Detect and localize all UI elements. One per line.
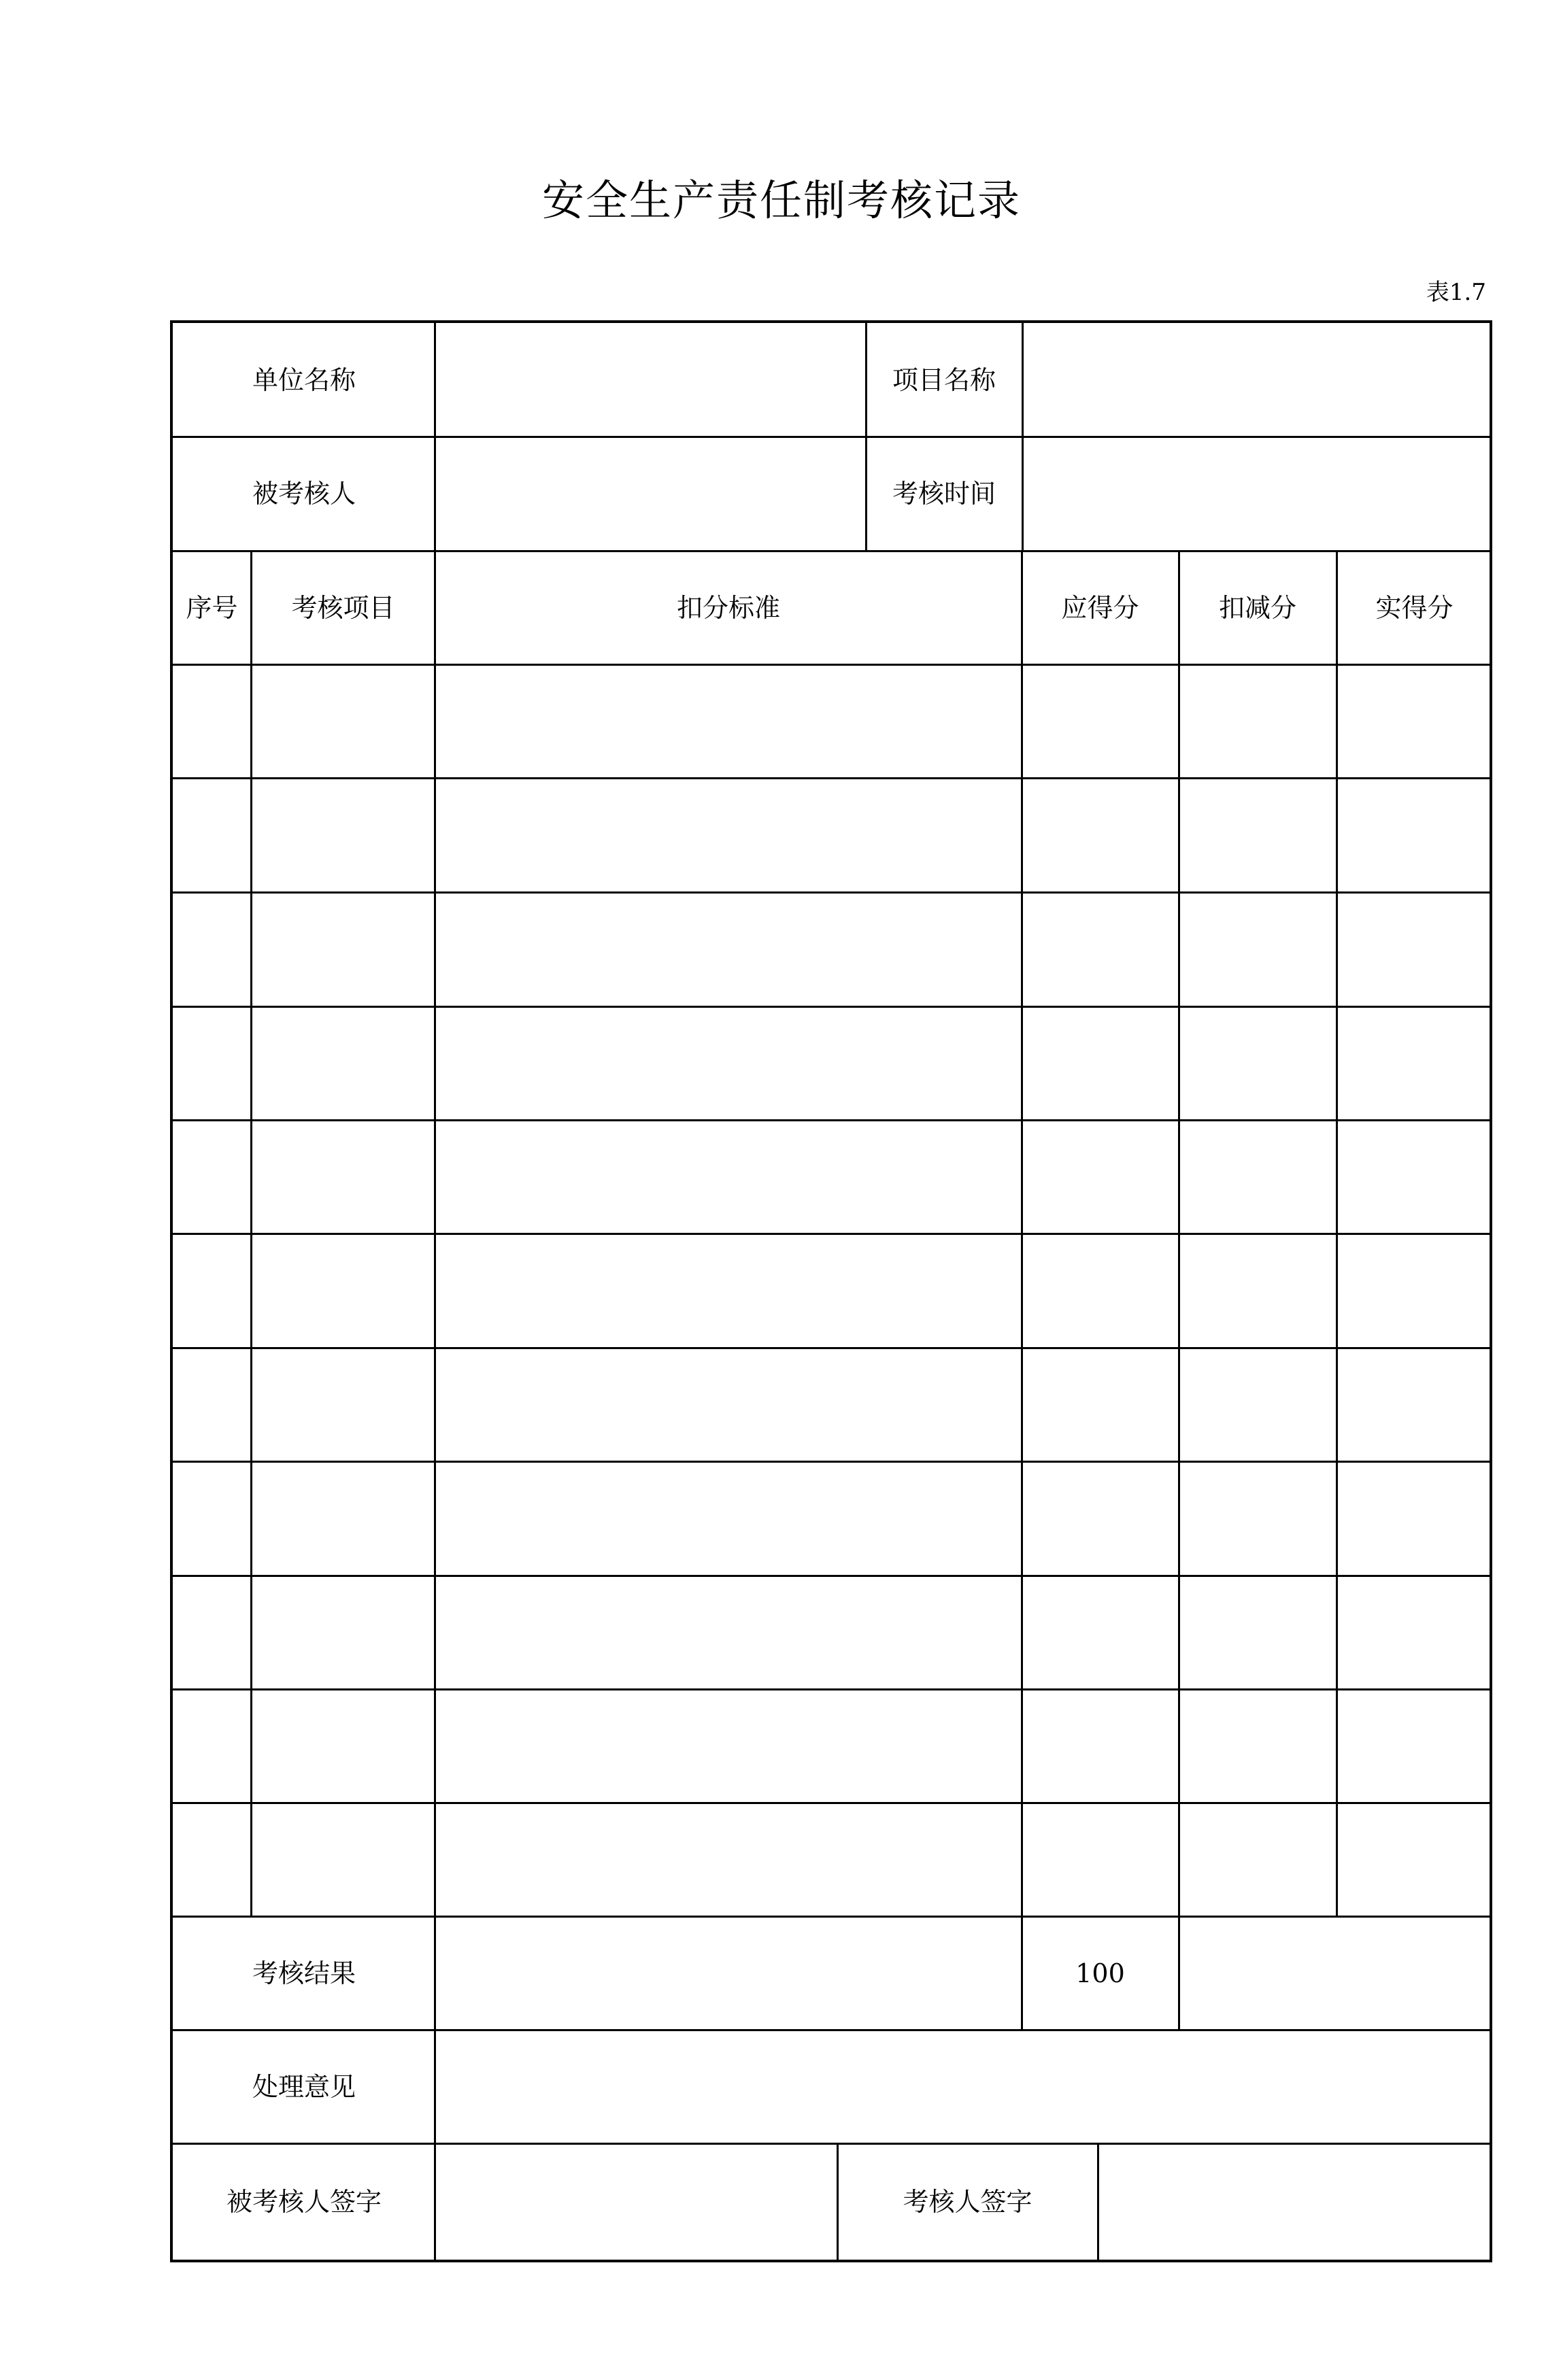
deduction-criteria-cell[interactable] <box>435 1234 1022 1347</box>
unit-name-field[interactable] <box>435 323 866 437</box>
actual-score-cell[interactable] <box>1337 778 1492 891</box>
deducted-score-cell[interactable] <box>1179 664 1337 778</box>
due-score-cell[interactable] <box>1022 1006 1179 1119</box>
actual-score-cell[interactable] <box>1337 1006 1492 1119</box>
assessment-item-cell[interactable] <box>251 892 435 1006</box>
deducted-score-cell[interactable] <box>1179 1575 1337 1688</box>
assessment-item-cell[interactable] <box>251 778 435 891</box>
row-divider <box>173 1802 1492 1804</box>
unit-name-label: 单位名称 <box>252 364 356 395</box>
serial-cell[interactable] <box>173 1803 251 1916</box>
actual-score-cell[interactable] <box>1337 1461 1492 1575</box>
actual-score-cell[interactable] <box>1337 1803 1492 1916</box>
actual-score-cell[interactable] <box>1337 664 1492 778</box>
serial-cell[interactable] <box>173 1461 251 1575</box>
deduction-criteria-cell[interactable] <box>435 1803 1022 1916</box>
assessment-item-cell[interactable] <box>251 1461 435 1575</box>
assessment-item-cell[interactable] <box>251 1006 435 1119</box>
row-divider <box>173 1347 1492 1349</box>
column-divider <box>1021 551 1023 2030</box>
assessment-time-label: 考核时间 <box>892 479 996 509</box>
actual-score-cell[interactable] <box>1337 1119 1492 1233</box>
deducted-score-cell[interactable] <box>1179 1803 1337 1916</box>
assessor-signature-field[interactable] <box>1098 2143 1492 2260</box>
actual-score-cell[interactable] <box>1337 892 1492 1006</box>
deduction-criteria-cell[interactable] <box>435 778 1022 891</box>
row-divider <box>173 436 1492 438</box>
due-score-cell[interactable] <box>1022 778 1179 891</box>
row-divider <box>173 777 1492 779</box>
row-divider <box>173 1006 1492 1008</box>
due-score-cell[interactable] <box>1022 1347 1179 1461</box>
deduction-criteria-cell[interactable] <box>435 1347 1022 1461</box>
assessee-signature-label: 被考核人签字 <box>226 2186 382 2217</box>
result-label: 考核结果 <box>252 1958 356 1988</box>
actual-score-cell[interactable] <box>1337 1347 1492 1461</box>
assessment-time-field[interactable] <box>1022 437 1492 551</box>
deduction-criteria-cell[interactable] <box>435 1461 1022 1575</box>
opinion-field[interactable] <box>435 2030 1492 2143</box>
assessment-item-cell[interactable] <box>251 1688 435 1802</box>
column-header-assessment-item: 考核项目 <box>291 592 395 623</box>
actual-score-cell[interactable] <box>1337 1234 1492 1347</box>
column-header-actual-score: 实得分 <box>1375 592 1453 623</box>
due-score-cell[interactable] <box>1022 1688 1179 1802</box>
column-divider <box>837 2143 839 2260</box>
serial-cell[interactable] <box>173 664 251 778</box>
deduction-criteria-cell[interactable] <box>435 664 1022 778</box>
form-number: 表1.7 <box>1426 279 1486 306</box>
serial-cell[interactable] <box>173 1234 251 1347</box>
assessee-signature-field[interactable] <box>435 2143 837 2260</box>
row-divider <box>173 550 1492 552</box>
row-divider <box>173 2143 1492 2145</box>
deducted-score-cell[interactable] <box>1179 1006 1337 1119</box>
row-divider <box>173 664 1492 666</box>
due-score-cell[interactable] <box>1022 664 1179 778</box>
project-name-field[interactable] <box>1022 323 1492 437</box>
column-divider <box>1022 323 1024 551</box>
column-header-deduction-criteria: 扣分标准 <box>676 592 780 623</box>
deducted-score-cell[interactable] <box>1179 892 1337 1006</box>
column-divider <box>865 323 867 551</box>
deduction-criteria-cell[interactable] <box>435 1119 1022 1233</box>
row-divider <box>173 1233 1492 1235</box>
deduction-criteria-cell[interactable] <box>435 1575 1022 1688</box>
due-score-cell[interactable] <box>1022 1803 1179 1916</box>
due-score-cell[interactable] <box>1022 1461 1179 1575</box>
assessment-form-table <box>170 320 1492 2262</box>
assessment-item-cell[interactable] <box>251 1347 435 1461</box>
row-divider <box>173 1461 1492 1463</box>
serial-cell[interactable] <box>173 1119 251 1233</box>
assessment-item-cell[interactable] <box>251 664 435 778</box>
deducted-score-cell[interactable] <box>1179 778 1337 891</box>
row-divider <box>173 1575 1492 1577</box>
opinion-label: 处理意见 <box>252 2071 356 2102</box>
row-divider <box>173 891 1492 894</box>
actual-total-field[interactable] <box>1179 1916 1492 2030</box>
row-divider <box>173 1916 1492 1918</box>
assessment-item-cell[interactable] <box>251 1234 435 1347</box>
deducted-score-cell[interactable] <box>1179 1461 1337 1575</box>
row-divider <box>173 1119 1492 1121</box>
deduction-criteria-cell[interactable] <box>435 1006 1022 1119</box>
serial-cell[interactable] <box>173 1575 251 1688</box>
deducted-score-cell[interactable] <box>1179 1347 1337 1461</box>
page-title: 安全生产责任制考核记录 <box>541 175 1021 225</box>
serial-cell[interactable] <box>173 1006 251 1119</box>
column-divider <box>1097 2143 1099 2260</box>
column-divider <box>434 323 436 2260</box>
row-divider <box>173 2029 1492 2031</box>
due-score-cell[interactable] <box>1022 1119 1179 1233</box>
project-name-label: 项目名称 <box>892 364 996 395</box>
due-score-cell[interactable] <box>1022 1234 1179 1347</box>
assessee-field[interactable] <box>435 437 866 551</box>
due-score-cell[interactable] <box>1022 1575 1179 1688</box>
deduction-criteria-cell[interactable] <box>435 1688 1022 1802</box>
serial-cell[interactable] <box>173 1688 251 1802</box>
row-divider <box>173 1688 1492 1690</box>
deducted-score-cell[interactable] <box>1179 1234 1337 1347</box>
result-field[interactable] <box>435 1916 1022 2030</box>
assessment-item-cell[interactable] <box>251 1119 435 1233</box>
serial-cell[interactable] <box>173 1347 251 1461</box>
column-header-serial: 序号 <box>186 592 238 623</box>
deducted-score-cell[interactable] <box>1179 1688 1337 1802</box>
serial-cell[interactable] <box>173 778 251 891</box>
column-divider <box>1178 551 1180 2030</box>
assessment-item-cell[interactable] <box>251 1803 435 1916</box>
total-score: 100 <box>1075 1958 1125 1988</box>
column-header-due-score: 应得分 <box>1061 592 1139 623</box>
column-divider <box>1336 551 1338 1916</box>
assessor-signature-label: 考核人签字 <box>903 2186 1032 2217</box>
actual-score-cell[interactable] <box>1337 1688 1492 1802</box>
assessment-item-cell[interactable] <box>251 1575 435 1688</box>
due-score-cell[interactable] <box>1022 892 1179 1006</box>
deducted-score-cell[interactable] <box>1179 1119 1337 1233</box>
deduction-criteria-cell[interactable] <box>435 892 1022 1006</box>
assessee-label: 被考核人 <box>252 479 356 509</box>
column-divider <box>250 551 252 1916</box>
serial-cell[interactable] <box>173 892 251 1006</box>
column-header-deducted-score: 扣减分 <box>1218 592 1296 623</box>
actual-score-cell[interactable] <box>1337 1575 1492 1688</box>
